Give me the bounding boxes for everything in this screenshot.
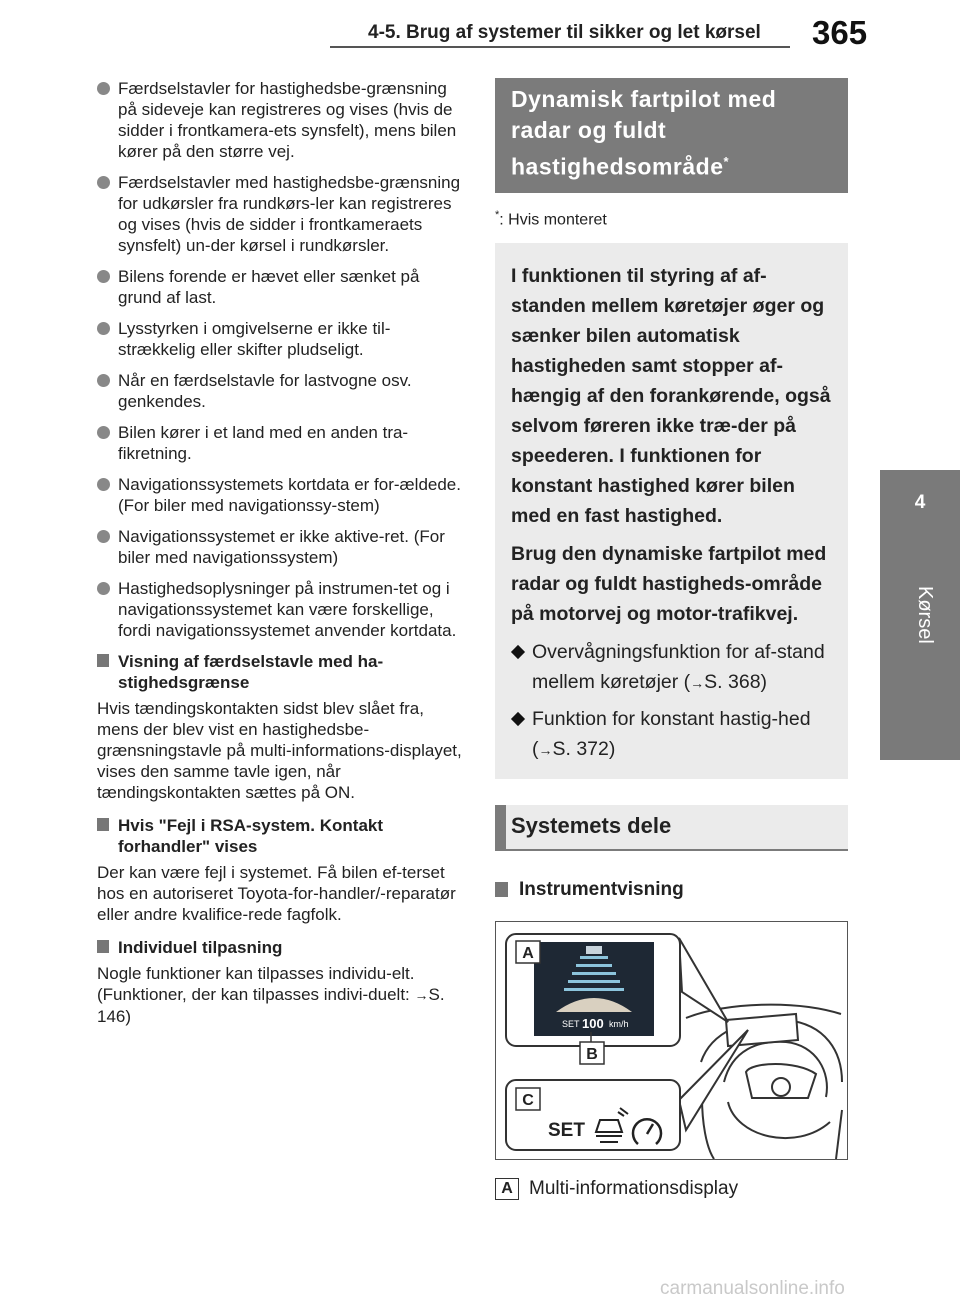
bullet-text: Hastighedsoplysninger på instrumen-tet og i navigationssystemet kan være forskellige, fordi navigationssystemet anvender kortdata. (118, 579, 457, 640)
bullet-dot-icon (97, 582, 110, 595)
subheading-text: Instrumentvisning (519, 878, 684, 900)
subheading-instrument-display (495, 879, 848, 901)
bullet-text: Når en færdselstavle for lastvogne osv. genkendes. (118, 371, 412, 411)
display-set-label: SET (562, 1018, 580, 1029)
bullet-item (97, 370, 467, 412)
bullet-dot-icon (97, 374, 110, 387)
paragraph-text: Nogle funktioner kan tilpasses individu-elt. (Funktioner, der kan tilpasses indivi-duelt: (97, 964, 415, 1004)
intro-paragraph: Brug den dynamiske fartpilot med radar og fuldt hastigheds-område på motorvej og motor-trafikvej. (511, 542, 827, 625)
bullet-text: Bilen kører i et land med en anden tra-fikretning. (118, 423, 409, 463)
footnote-marker: * (723, 154, 730, 169)
instrument-illustration (496, 922, 847, 1159)
subheading-text: Individuel tilpasning (118, 938, 283, 957)
display-speed-value: 100 (582, 1015, 604, 1031)
subheading-text: Hvis "Fejl i RSA-system. Kontakt forhandler" vises (118, 816, 384, 856)
function-item-text: Funktion for konstant hastig-hed ( (532, 707, 811, 760)
label-a: A (522, 944, 534, 962)
bullet-text: Færdselstavler for hastighedsbe-grænsning på sideveje kan registreres og vises (hvis de sidder i frontkamera-ets synsfelt), mens bilen kører på den større vej. (118, 79, 457, 161)
bullet-text: Navigationssystemets kortdata er for-ældede. (For biler med navigationssy-stem) (118, 475, 461, 515)
bullet-text: Lysstyrken i omgivelserne er ikke til-strækkelig eller skifter pludseligt. (118, 319, 391, 359)
bullet-item (97, 318, 467, 360)
square-bullet-icon (97, 818, 109, 831)
bullet-item (97, 78, 467, 162)
arrow-right-icon: → (414, 987, 429, 1003)
label-c: C (522, 1091, 534, 1109)
page-reference-link[interactable]: S. 372) (552, 737, 616, 760)
caption-text: Multi-informationsdisplay (529, 1177, 739, 1199)
bullet-text: Bilens forende er hævet eller sænket på grund af last. (118, 267, 420, 307)
footnote-text: : Hvis monteret (499, 210, 607, 228)
function-item (511, 704, 832, 765)
right-column (495, 78, 848, 1200)
display-speed-unit: km/h (609, 1018, 629, 1029)
bullet-dot-icon (97, 82, 110, 95)
set-indicator: SET (548, 1119, 585, 1141)
paragraph: Der kan være fejl i systemet. Få bilen ef-terset hos en autoriseret Toyota-for-handler/-reparatør eller andre kvalifice-rede fagfolk. (97, 863, 456, 924)
section-title-text: Dynamisk fartpilot med radar og fuldt hastighedsområde (511, 86, 777, 180)
bullet-text: Færdselstavler med hastighedsbe-grænsning for udkørsler fra rundkørs-ler kan registreres og vises (hvis de sidder i frontkameraets synsfelt) un-der kørsel i rundkørsler. (118, 173, 461, 255)
function-item-text: Overvågningsfunktion for af-stand mellem køretøjer ( (532, 640, 825, 693)
arrow-right-icon: → (690, 674, 705, 691)
bullet-dot-icon (97, 270, 110, 283)
square-bullet-icon (495, 882, 508, 897)
section-title-box (495, 78, 848, 193)
left-column (97, 78, 467, 1039)
bullet-item (97, 578, 467, 641)
label-b: B (586, 1045, 598, 1063)
subheading-text: Visning af færdselstavle med ha-stighedsgrænse (118, 652, 384, 692)
paragraph: Hvis tændingskontakten sidst blev slået fra, mens der blev vist en hastighedsbe-grænsningstavle på multi-informations-displayet, vises den samme tavle igen, når tændingskontakten sættes på ON. (97, 699, 462, 802)
diamond-bullet-icon (511, 712, 525, 726)
square-bullet-icon (97, 940, 109, 953)
bullet-dot-icon (97, 322, 110, 335)
figure-caption (495, 1178, 848, 1200)
header-rule (330, 46, 790, 48)
watermark: carmanualsonline.info (660, 1278, 845, 1299)
bullet-dot-icon (97, 478, 110, 491)
footnote-marker: * (495, 208, 500, 221)
square-bullet-icon (97, 654, 109, 667)
instrument-figure (495, 921, 848, 1160)
caption-label-a: A (495, 1178, 519, 1200)
function-item (511, 637, 832, 698)
arrow-right-icon: → (538, 741, 553, 758)
subheading-speed-sign-display (97, 651, 467, 693)
footnote (495, 209, 848, 243)
bullet-item (97, 266, 467, 308)
subheading-rsa-error (97, 815, 467, 857)
bullet-item (97, 172, 467, 256)
chapter-number: 4 (914, 492, 926, 513)
section-heading-system-parts: Systemets dele (495, 805, 848, 851)
page-number: 365 (812, 14, 868, 51)
bullet-item (97, 474, 467, 516)
page-reference-link[interactable]: S. 146) (97, 985, 445, 1026)
bullet-dot-icon (97, 530, 110, 543)
bullet-dot-icon (97, 426, 110, 439)
subheading-customization (97, 937, 467, 958)
paragraph (97, 963, 467, 1027)
chapter-side-tab (880, 470, 960, 760)
page-reference-link[interactable]: S. 368) (704, 670, 768, 693)
chapter-label: Kørsel (914, 586, 936, 644)
bullet-dot-icon (97, 176, 110, 189)
bullet-item (97, 422, 467, 464)
diamond-bullet-icon (511, 645, 525, 659)
intro-paragraph: I funktionen til styring af af-standen mellem køretøjer øger og sænker bilen automatisk hastigheden samt stopper af-hængig af den forankørende, også selvom føreren ikke træ-der på speederen. I funktionen for konstant hastighed kører bilen med en fast hastighed. (511, 264, 831, 527)
header-section-title: 4-5. Brug af systemer til sikker og let kørsel (368, 22, 761, 43)
intro-box (495, 243, 848, 779)
bullet-text: Navigationssystemet er ikke aktive-ret. (For biler med navigationssystem) (118, 527, 445, 567)
bullet-item (97, 526, 467, 568)
